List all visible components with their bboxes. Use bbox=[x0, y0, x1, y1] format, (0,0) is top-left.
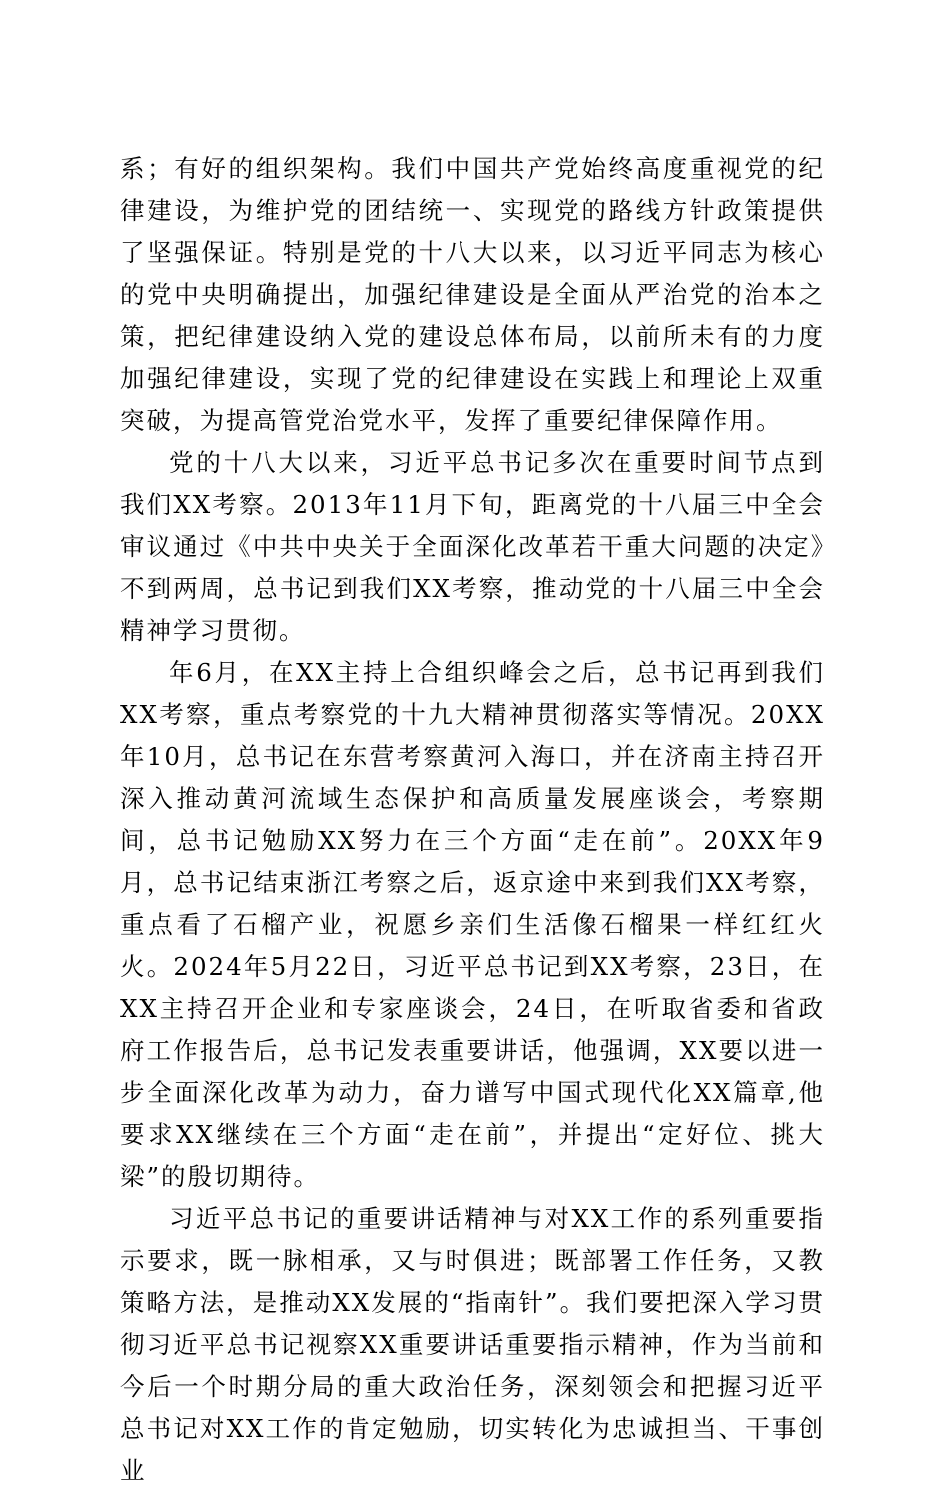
document-body bbox=[120, 148, 825, 1492]
paragraph-4: 习近平总书记的重要讲话精神与对XX工作的系列重要指示要求，既一脉相承，又与时俱进；既部署工作任务，又教策略方法，是推动XX发展的“指南针”。我们要把深入学习贯彻习近平总书记视察XX重要讲话重要指示精神，作为当前和今后一个时期分局的重大政治任务，深刻领会和把握习近平总书记对XX工作的肯定勉励，切实转化为忠诚担当、干事创业 bbox=[120, 1204, 825, 1485]
paragraph-2: 党的十八大以来，习近平总书记多次在重要时间节点到我们XX考察。2013年11月下旬，距离党的十八届三中全会审议通过《中共中央关于全面深化改革若干重大问题的决定》不到两周，总书记到我们XX考察，推动党的十八届三中全会精神学习贯彻。 bbox=[120, 448, 825, 645]
paragraph-1: 系；有好的组织架构。我们中国共产党始终高度重视党的纪律建设，为维护党的团结统一、实现党的路线方针政策提供了坚强保证。特别是党的十八大以来，以习近平同志为核心的党中央明确提出，加强纪律建设是全面从严治党的治本之策，把纪律建设纳入党的建设总体布局，以前所未有的力度加强纪律建设，实现了党的纪律建设在实践上和理论上双重突破，为提高管党治党水平，发挥了重要纪律保障作用。 bbox=[120, 154, 825, 435]
paragraph-3: 年6月，在XX主持上合组织峰会之后，总书记再到我们XX考察，重点考察党的十九大精神贯彻落实等情况。20XX年10月，总书记在东营考察黄河入海口，并在济南主持召开深入推动黄河流域生态保护和高质量发展座谈会，考察期间，总书记勉励XX努力在三个方面“走在前”。20XX年9月，总书记结束浙江考察之后，返京途中来到我们XX考察，重点看了石榴产业，祝愿乡亲们生活像石榴果一样红红火火。2024年5月22日，习近平总书记到XX考察，23日，在XX主持召开企业和专家座谈会，24日，在听取省委和省政府工作报告后，总书记发表重要讲话，他强调，XX要以进一步全面深化改革为动力，奋力谱写中国式现代化XX篇章,他要求XX继续在三个方面“走在前”，并提出“定好位、挑大梁”的殷切期待。 bbox=[120, 658, 825, 1191]
